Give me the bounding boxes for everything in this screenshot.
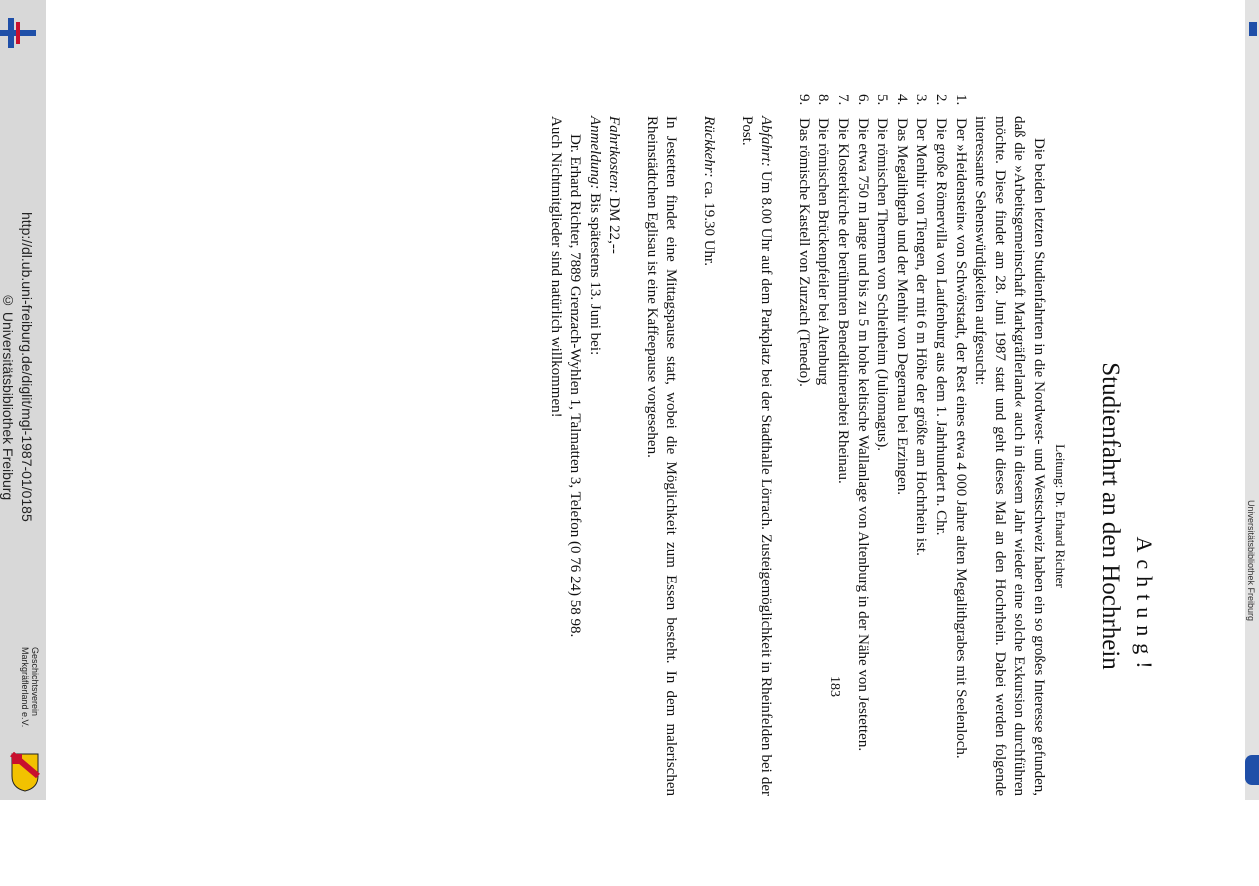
cost-text: DM 22,-- — [606, 197, 623, 254]
article-title: Studienfahrt an den Hochrhein — [1097, 362, 1124, 670]
signup-paragraph — [584, 116, 604, 796]
list-number: 3. — [913, 94, 930, 106]
right-edge-text: Universitätsbibliothek Freiburg — [1246, 500, 1256, 622]
viewer-left-bar — [0, 0, 46, 800]
right-flag-icon — [1249, 22, 1257, 36]
cost-paragraph — [604, 116, 624, 796]
signup-label: Anmeldung: — [586, 116, 603, 190]
article-intro: Die beiden letzten Studienfahrten in die Nordwest- und Westschweiz haben ein so großes Interesse gefunden, daß die »Arbeitsgemeinschaft Markgräflerland« auch in diesem Jahr wieder eine solche Exkursion durchführen möchte. Diese findet am 28. Juni 1987 statt und geht dieses Mal an den Hochrhein. Dabei werden folgende interessante Sehenswürdigkeiten aufgesucht: — [972, 116, 1047, 796]
list-text: Die römischen Brückenpfeiler bei Altenburg — [815, 118, 832, 386]
list-number: 2. — [933, 94, 950, 106]
list-text: Die Klosterkirche der berühmten Benediktinerabtei Rheinau. — [835, 118, 852, 484]
coat-of-arms-icon — [10, 752, 40, 792]
list-item — [911, 94, 931, 791]
list-number: 1. — [952, 94, 969, 106]
ub-logo-icon — [0, 18, 36, 48]
society-line-2: Markgräflerland e.V. — [20, 647, 30, 728]
list-text: Der »Heidenstein« von Schwörstadt, der Rest eines etwa 4 000 Jahre alten Megalithgrabes mit Seelenloch. — [952, 118, 969, 759]
list-number: 8. — [815, 94, 832, 106]
list-text: Die römischen Thermen von Schleitheim (Juliomagus). — [874, 118, 891, 451]
list-number: 5. — [874, 94, 891, 106]
list-item — [950, 94, 970, 791]
list-text: Der Menhir von Tiengen, der mit 6 m Höhe der größte am Hochrhein ist. — [913, 118, 930, 556]
return-label: Rückkehr: — [701, 116, 718, 178]
departure-paragraph — [736, 116, 775, 796]
return-paragraph — [699, 116, 719, 796]
article-leader: Leitung: Dr. Erhard Richter — [1053, 444, 1068, 588]
list-item — [891, 94, 911, 791]
list-text: Das Megalithgrab und der Menhir von Degernau bei Erzingen. — [893, 118, 910, 495]
list-text: Die große Römervilla von Laufenburg aus dem 1. Jahrhundert n. Chr. — [933, 118, 950, 536]
list-text: Das römische Kastell von Zurzach (Tenedo). — [795, 118, 812, 387]
copyright-text: © Universitätsbibliothek Freiburg — [0, 292, 16, 501]
list-item — [872, 94, 892, 791]
address-text: Dr. Erhard Richter, 7889 Grenzach-Wyhlen 1, Talmatten 3, Telefon (0 76 24) 58 98. — [567, 134, 584, 638]
society-line-1: Geschichtsverein — [30, 647, 40, 717]
viewer-right-bar — [1245, 0, 1259, 800]
closing-text: Auch Nichtmitglieder sind natürlich willkommen! — [547, 116, 564, 418]
list-number: 9. — [795, 94, 812, 106]
list-item — [793, 94, 813, 791]
lunch-paragraph: In Jestetten findet eine Mittagspause statt, wobei die Möglichkeit zum Essen besteht. In dem malerischen Rheinstädtchen Eglisau ist eine Kaffeepause vorgesehen. — [643, 116, 680, 796]
page-number: 183 — [827, 676, 842, 697]
document-url[interactable]: http://dl.ub.uni-freiburg.de/diglit/mgl-1987-01/0185 — [19, 212, 35, 522]
list-item — [930, 94, 950, 791]
list-text: Die etwa 750 m lange und bis zu 5 m hohe keltische Wallanlage von Altenburg in der Nähe von Jestetten. — [854, 118, 871, 752]
return-text: ca. 19.30 Uhr. — [701, 181, 718, 266]
sight-list — [793, 94, 969, 791]
departure-text: Um 8.00 Uhr auf dem Parkplatz bei der Stadthalle Lörrach. Zusteigemöglichkeit in Rheinfelden bei der Post. — [738, 116, 775, 797]
article-kicker: Achtung! — [1132, 536, 1157, 676]
list-number: 4. — [893, 94, 910, 106]
document-page — [412, 94, 1157, 797]
right-seal-icon — [1245, 755, 1259, 785]
list-item — [852, 94, 872, 791]
cost-label: Fahrtkosten: — [606, 116, 623, 194]
signup-text: Bis spätestens 13. Juni bei: — [586, 193, 603, 356]
departure-label: Abfahrt: — [758, 116, 775, 167]
list-number: 7. — [835, 94, 852, 106]
list-number: 6. — [854, 94, 871, 106]
